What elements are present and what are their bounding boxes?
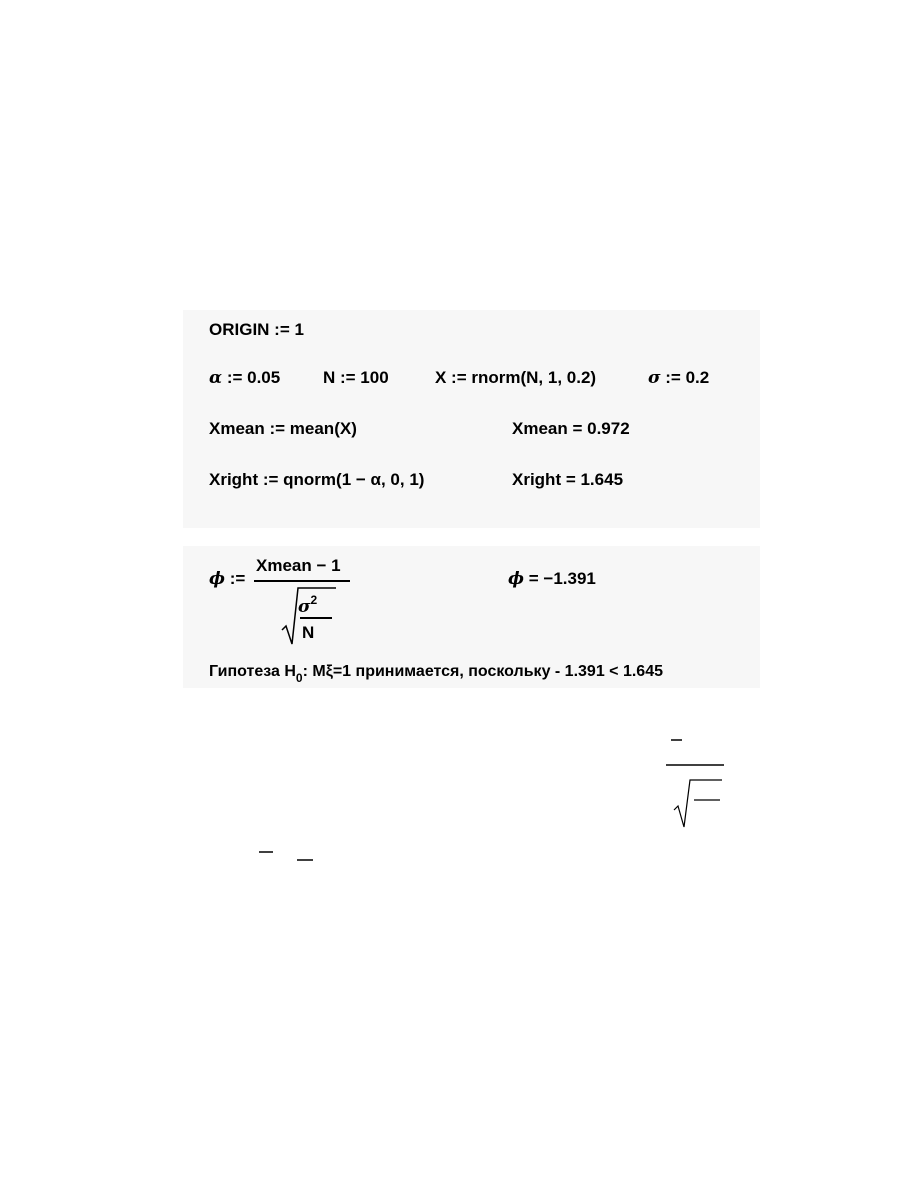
x-expression[interactable]: X := rnorm(N, 1, 0.2) bbox=[435, 368, 597, 387]
phi-fraction-bar bbox=[254, 580, 350, 582]
sigma-squared bbox=[298, 593, 318, 617]
phi-result[interactable] bbox=[508, 569, 596, 589]
alpha-expression[interactable] bbox=[209, 368, 280, 388]
sigma-value: := 0.2 bbox=[660, 368, 710, 387]
sigma-sym-inner: σ bbox=[298, 597, 311, 617]
xmean-result[interactable]: Xmean = 0.972 bbox=[512, 419, 630, 438]
xright-result[interactable]: Xright = 1.645 bbox=[512, 470, 624, 489]
sigma-symbol: σ bbox=[648, 368, 661, 388]
conclusion-rest: : Mξ=1 принимается, поскольку - 1.391 < 1.645 bbox=[302, 663, 663, 680]
formula-fragment-fraction bbox=[660, 732, 730, 832]
sigma-expression[interactable] bbox=[648, 368, 709, 388]
phi-definition[interactable] bbox=[209, 569, 245, 589]
conclusion-prefix: Гипотеза H bbox=[209, 663, 296, 680]
phi-symbol: ϕ bbox=[209, 569, 226, 589]
sigma-exponent: 2 bbox=[310, 593, 318, 607]
origin-expression[interactable]: ORIGIN := 1 bbox=[209, 320, 304, 339]
phi-result-value: = −1.391 bbox=[528, 569, 596, 588]
phi-assign: := bbox=[229, 569, 246, 588]
alpha-value: := 0.05 bbox=[222, 368, 281, 387]
denominator-n: N bbox=[302, 623, 315, 642]
phi-numerator: Xmean − 1 bbox=[256, 556, 341, 575]
alpha-symbol: α bbox=[209, 368, 223, 388]
hypothesis-conclusion[interactable] bbox=[209, 662, 663, 685]
phi-result-symbol: ϕ bbox=[508, 569, 525, 589]
n-expression[interactable]: N := 100 bbox=[323, 368, 389, 387]
conclusion-subscript: 0 bbox=[295, 671, 303, 685]
formula-fragment-bars bbox=[255, 846, 325, 866]
xmean-definition[interactable]: Xmean := mean(X) bbox=[209, 419, 357, 438]
xright-definition[interactable]: Xright := qnorm(1 − α, 0, 1) bbox=[209, 470, 425, 489]
